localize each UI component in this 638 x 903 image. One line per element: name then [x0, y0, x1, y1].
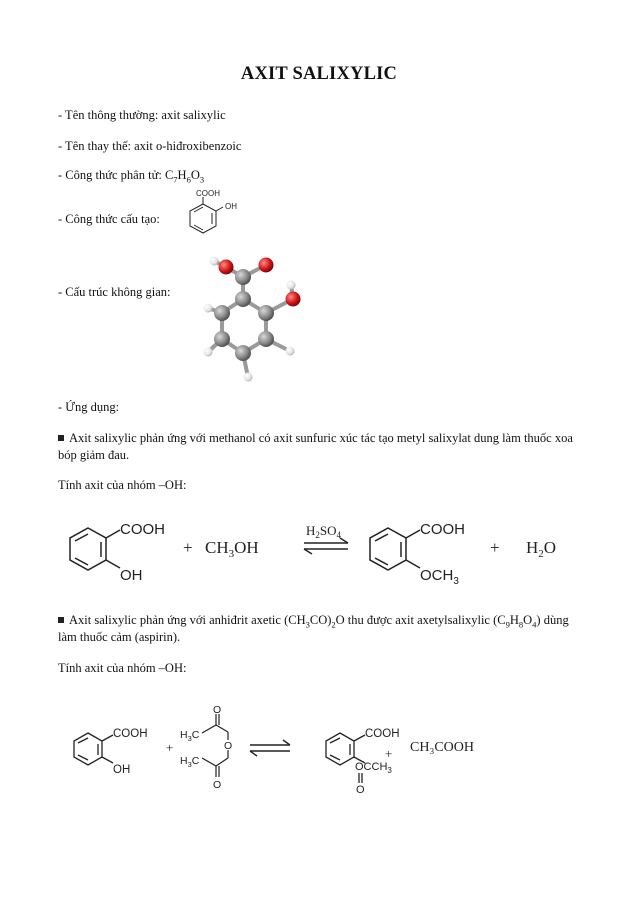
r2-reactant-cooh: COOH	[113, 728, 148, 740]
structural-formula-label: - Công thức cấu tạo:	[58, 212, 160, 226]
structure-oh-label: OH	[225, 202, 237, 211]
acetic-acid-formula: CH₃COOH	[410, 740, 474, 755]
plus-sign: +	[183, 538, 193, 557]
molecular-formula-line: - Công thức phân tử: $C_7H_6O_3$	[58, 168, 205, 185]
structural-formula-diagram	[182, 186, 262, 246]
reaction-esterification	[58, 508, 578, 590]
applications-label: - Ứng dụng:	[58, 400, 120, 414]
spatial-structure-label: - Cấu trúc không gian:	[58, 285, 171, 299]
bullet-methyl-salicylate: Axit salixylic phản ứng với methanol có axit sunfuric xúc tác tạo metyl salixylat dung làm thuốc xoa bóp giảm đau.	[58, 431, 573, 462]
aspirin-occh3: $OCCH_3$	[355, 761, 392, 775]
r2-plus-sign-2: +	[385, 746, 393, 761]
catalyst-h2so4: $H_2SO_4$	[306, 523, 342, 540]
anhydride-o-bottom: O	[213, 779, 222, 791]
reactant-cooh-label: COOH	[120, 521, 165, 538]
anhydride-o-bridge: O	[224, 740, 233, 752]
anhydride-h3c-top: $H_3C$	[180, 729, 200, 743]
plus-sign-2: +	[490, 538, 500, 557]
product-cooh-label: COOH	[420, 521, 465, 538]
acidity-label-2: Tính axit của nhóm –OH:	[58, 661, 187, 675]
systematic-name-line: - Tên thay thế: axit o-hiđroxibenzoic	[58, 139, 242, 153]
common-name-line: - Tên thông thường: axit salixylic	[58, 108, 226, 122]
product-och3-label: $OCH_3$	[420, 567, 459, 587]
aspirin-cooh: COOH	[365, 728, 400, 740]
methanol-formula: $CH_3OH$	[205, 538, 259, 560]
bullet-aspirin: Axit salixylic phản ứng với anhiđrit axetic $(CH_3CO)_2O$ thu được axit axetylsalixylic $(C_9H_8O_4)$ dùng làm thuốc cảm (aspirin).	[58, 613, 569, 644]
r2-reactant-oh: OH	[113, 764, 131, 776]
water-formula: $H_2O$	[526, 538, 557, 560]
acidity-label-1: Tính axit của nhóm –OH:	[58, 478, 187, 492]
reaction-acetylation	[58, 706, 508, 796]
equilibrium-arrow-icon	[304, 538, 348, 554]
page-title: AXIT SALIXYLIC	[240, 64, 398, 84]
formula-label: - Công thức phân tử:	[58, 168, 165, 182]
bullet-square-icon	[58, 617, 64, 623]
reactant-oh-label: OH	[120, 567, 143, 584]
r2-equilibrium-arrow-icon	[250, 740, 290, 756]
aspirin-carbonyl-o: O	[356, 784, 365, 796]
anhydride-o-top: O	[213, 706, 222, 716]
r2-plus-sign: +	[166, 740, 174, 755]
ball-and-stick-model	[196, 255, 308, 385]
structure-cooh-label: COOH	[196, 189, 220, 198]
anhydride-h3c-bottom: $H_3C$	[180, 755, 200, 769]
bullet-square-icon	[58, 435, 64, 441]
